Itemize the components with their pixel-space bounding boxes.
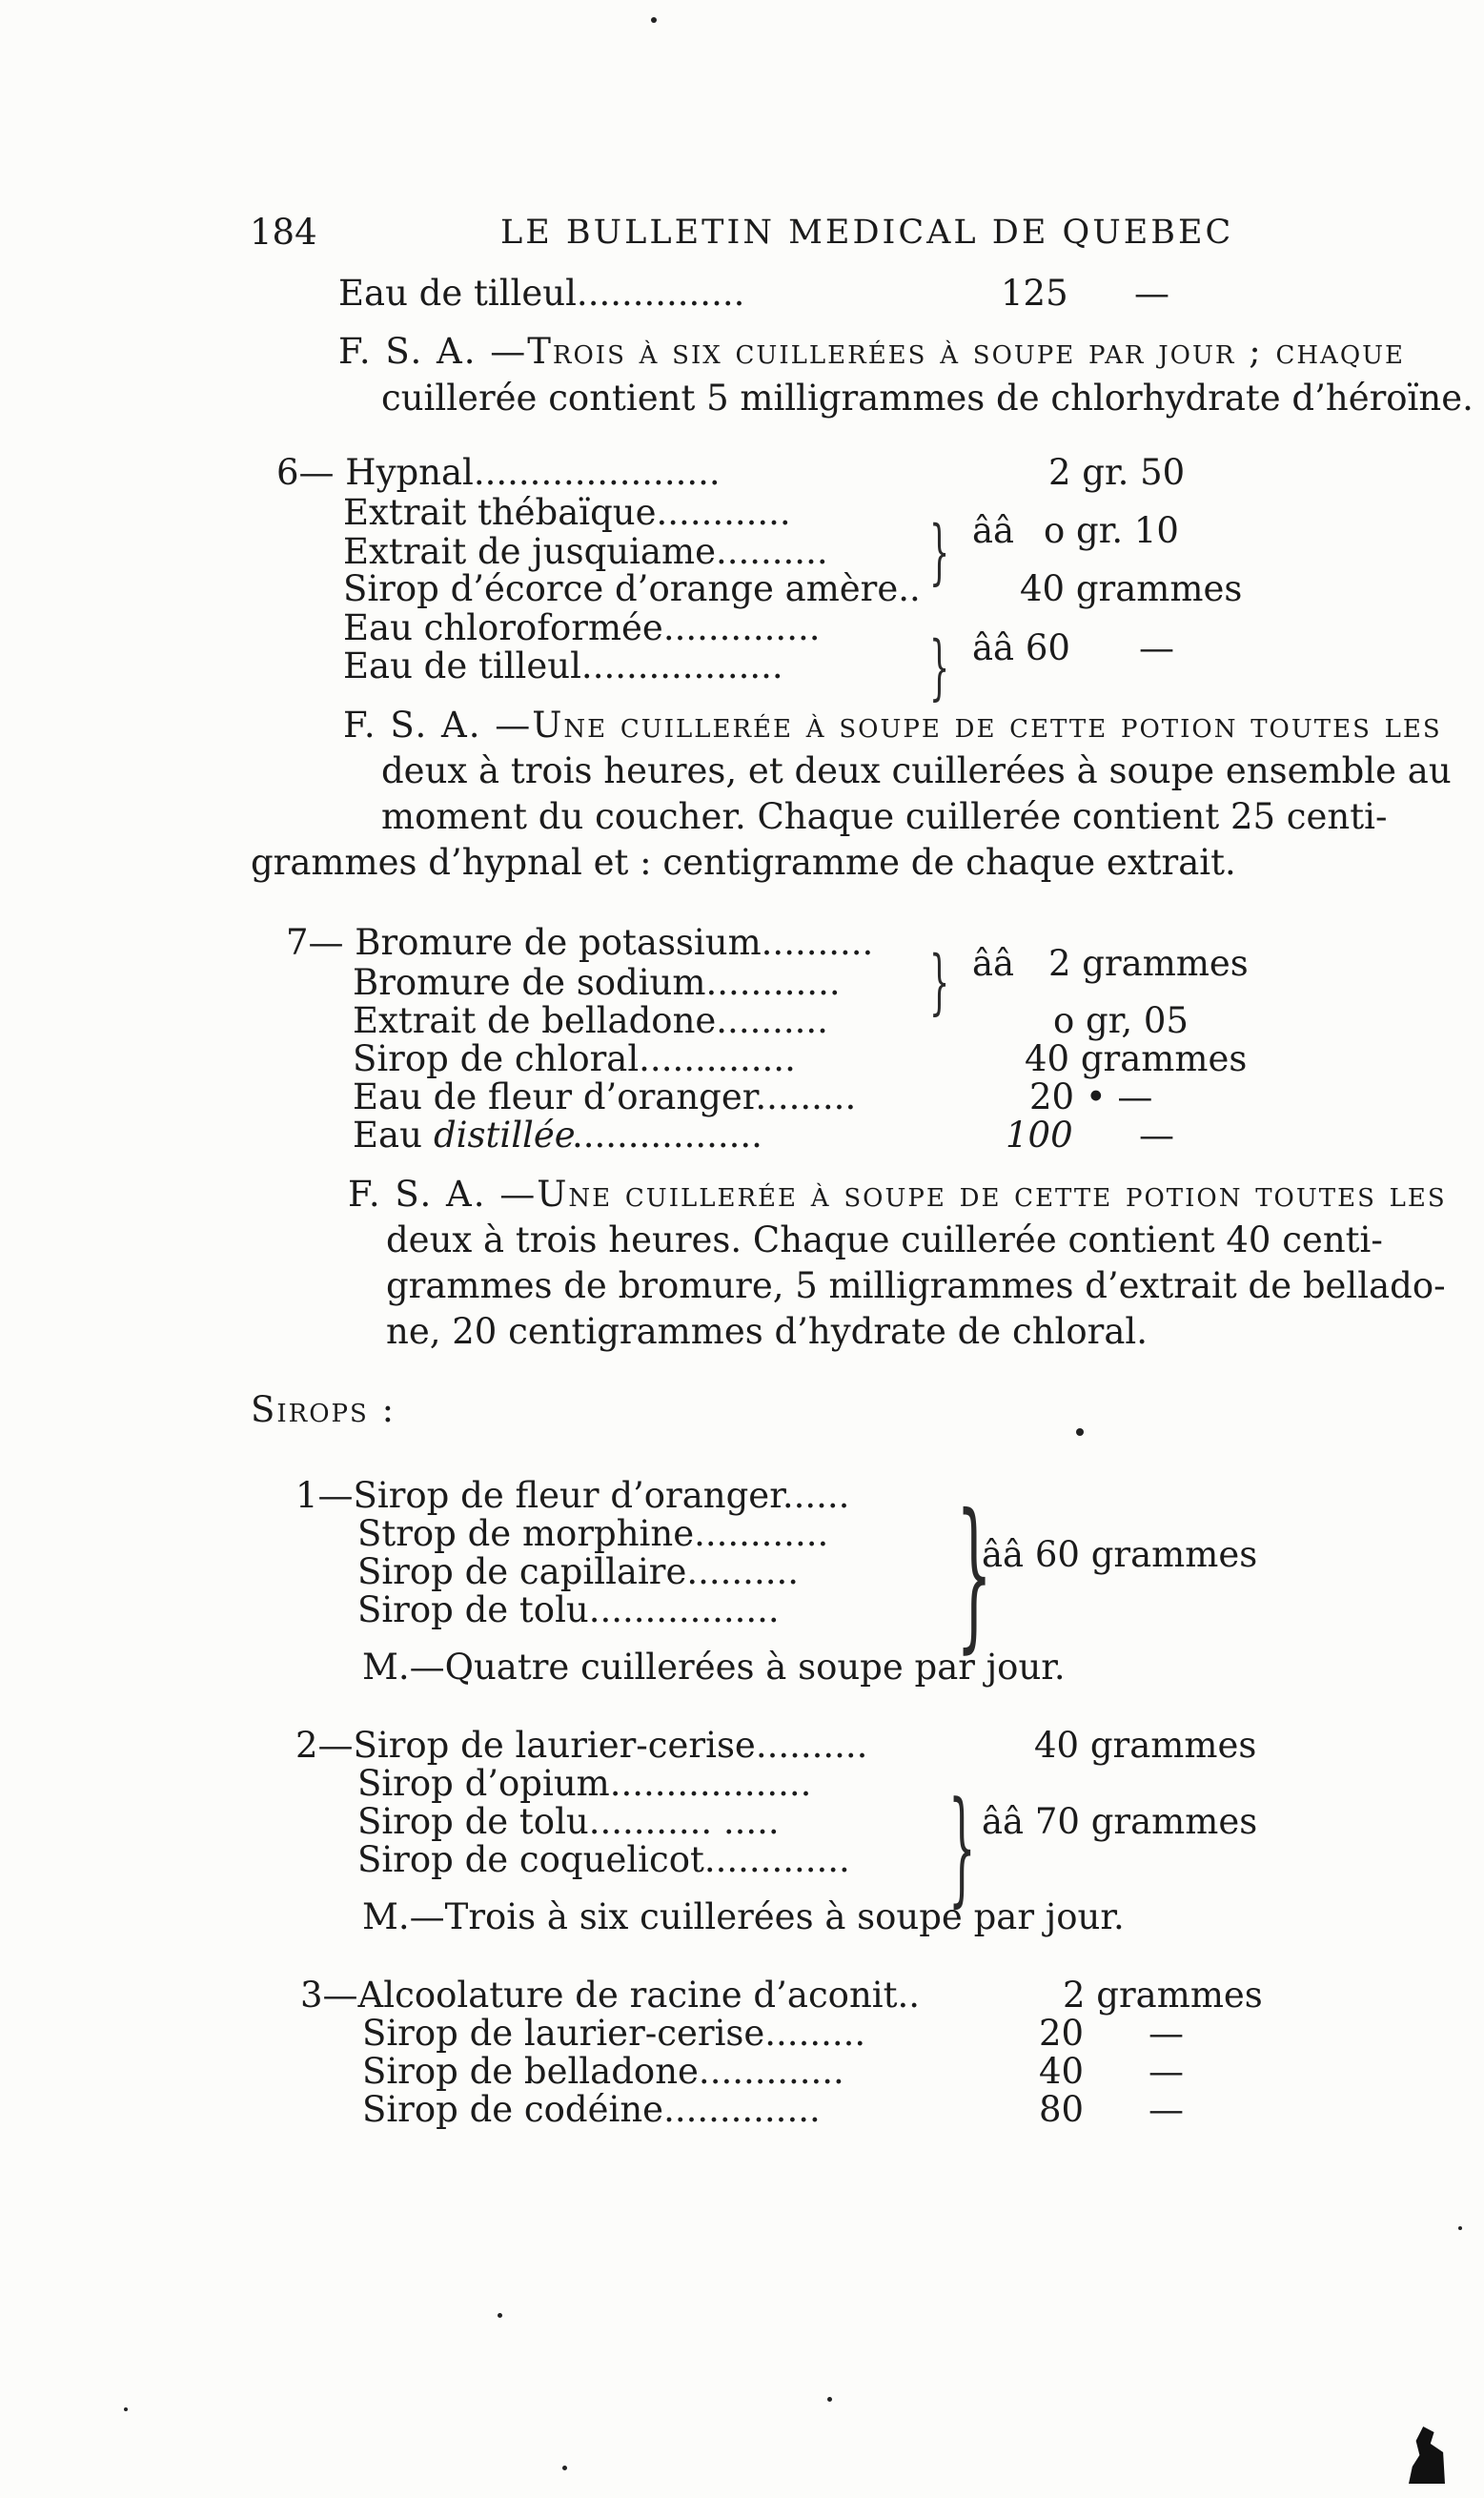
text-line: grammes d’hypnal et : centigramme de chaque extrait. — [251, 842, 1236, 883]
text-line: Eau chloroformée.............. — [343, 607, 821, 648]
text-line: distillée — [434, 1115, 576, 1156]
text-line: 100 — [1006, 1115, 1073, 1156]
text-line: Eau — [353, 1115, 422, 1156]
text-line: Extrait thébaïque............ — [343, 492, 791, 533]
text-line: Eau de fleur d’oranger......... — [353, 1076, 857, 1117]
text-line: Sirop de codéine.............. — [362, 2089, 821, 2130]
text-line: Sirop de coquelicot............. — [357, 1839, 850, 1880]
text-line: ne, 20 centigrammes d’hydrate de chloral. — [386, 1311, 1148, 1352]
page-number: 184 — [250, 212, 317, 253]
text-line: Sirop d’opium.................. — [357, 1763, 812, 1804]
text-line: deux à trois heures. Chaque cuillerée contient 40 centi- — [386, 1219, 1383, 1260]
text-line: 40 grammes — [1020, 568, 1243, 609]
text-line: F. S. A. —Une cuillerée à soupe de cette potion toutes les — [348, 1174, 1447, 1215]
brace-sirops-1: } — [956, 1480, 993, 1669]
text-line: M.—Quatre cuillerées à soupe par jour. — [362, 1647, 1066, 1688]
brace-7: } — [928, 941, 950, 1023]
text-line: ââ 60 grammes — [982, 1534, 1258, 1575]
text-line: — — [1149, 2089, 1184, 2130]
text-line: Sirops : — [251, 1389, 396, 1430]
text-line: Sirop d’écorce d’orange amère.. — [343, 568, 921, 609]
text-line: ââ 70 grammes — [982, 1801, 1258, 1842]
text-line: 2—Sirop de laurier-cerise.......... — [295, 1725, 868, 1766]
text-line: 1—Sirop de fleur d’oranger...... — [295, 1475, 850, 1516]
speck — [1076, 1428, 1084, 1436]
speck — [498, 2313, 502, 2318]
text-line: Extrait de belladone.......... — [353, 1000, 828, 1041]
text-line: — — [1134, 273, 1169, 314]
text-line: 20 • — — [1029, 1076, 1153, 1117]
speck — [562, 2466, 567, 2470]
text-line: Sirop de tolu........... ..... — [357, 1801, 780, 1842]
text-line: F. S. A. —Une cuillerée à soupe de cette potion toutes les — [343, 705, 1442, 746]
text-line: Strop de morphine............ — [357, 1513, 829, 1554]
text-line: 20 — [1039, 2013, 1085, 2054]
text-line: ââ — [972, 510, 1015, 551]
text-line: Sirop de laurier-cerise......... — [362, 2013, 866, 2054]
text-line: grammes de bromure, 5 milligrammes d’extrait de bellado- — [386, 1265, 1446, 1306]
text-line: cuillerée contient 5 milligrammes de chlorhydrate d’héroïne. — [381, 378, 1474, 419]
text-line: Sirop de capillaire.......... — [357, 1551, 799, 1592]
text-line: 7— Bromure de potassium.......... — [286, 922, 874, 963]
text-line: 40 — [1039, 2051, 1085, 2092]
text-line: o gr. 10 — [1044, 510, 1179, 551]
text-line: Eau de tilleul.................. — [343, 645, 783, 686]
text-line: — — [1149, 2013, 1184, 2054]
text-line: — — [1139, 1115, 1174, 1156]
speck — [651, 17, 657, 23]
text-line: o gr, 05 — [1053, 1000, 1189, 1041]
speck — [124, 2407, 128, 2411]
text-line: 40 grammes — [1034, 1725, 1257, 1766]
text-line: 6— Hypnal...................... — [276, 452, 721, 493]
text-line: M.—Trois à six cuillerées à soupe par jour. — [362, 1896, 1125, 1937]
text-line: — — [1139, 627, 1174, 668]
text-line: Bromure de sodium............ — [353, 962, 841, 1003]
running-title: LE BULLETIN MEDICAL DE QUEBEC — [500, 214, 1234, 252]
text-line: deux à trois heures, et deux cuillerées à soupe ensemble au — [381, 750, 1452, 791]
brace-sirops-2: } — [947, 1774, 976, 1919]
text-line: 125 — [1001, 273, 1068, 314]
speck — [1458, 2226, 1462, 2230]
text-line: 80 — [1039, 2089, 1085, 2130]
text-line: 3—Alcoolature de racine d’aconit.. — [300, 1975, 920, 2016]
text-line: Extrait de jusquiame.......... — [343, 531, 828, 572]
text-line: moment du coucher. Chaque cuillerée contient 25 centi- — [381, 796, 1388, 837]
text-line: — — [1149, 2051, 1184, 2092]
text-line: 2 grammes — [1063, 1975, 1263, 2016]
text-line: Sirop de chloral.............. — [353, 1038, 796, 1079]
text-line: Sirop de belladone............. — [362, 2051, 844, 2092]
text-line: 2 gr. 50 — [1048, 452, 1186, 493]
brace-6a: } — [928, 511, 950, 593]
text-line: ââ 60 — [972, 627, 1070, 668]
text-line: ââ — [972, 943, 1015, 984]
text-line: F. S. A. —Trois à six cuillerées à soupe par jour ; chaque — [338, 331, 1406, 372]
brace-6b: } — [928, 626, 950, 708]
text-line: Eau de tilleul............... — [338, 273, 745, 314]
text-line: ................. — [572, 1115, 762, 1156]
text-line: Sirop de tolu................. — [357, 1589, 780, 1630]
speck — [827, 2397, 832, 2402]
text-line: 2 grammes — [1048, 943, 1249, 984]
scan-blot — [1409, 2426, 1445, 2484]
text-line: 40 grammes — [1025, 1038, 1248, 1079]
